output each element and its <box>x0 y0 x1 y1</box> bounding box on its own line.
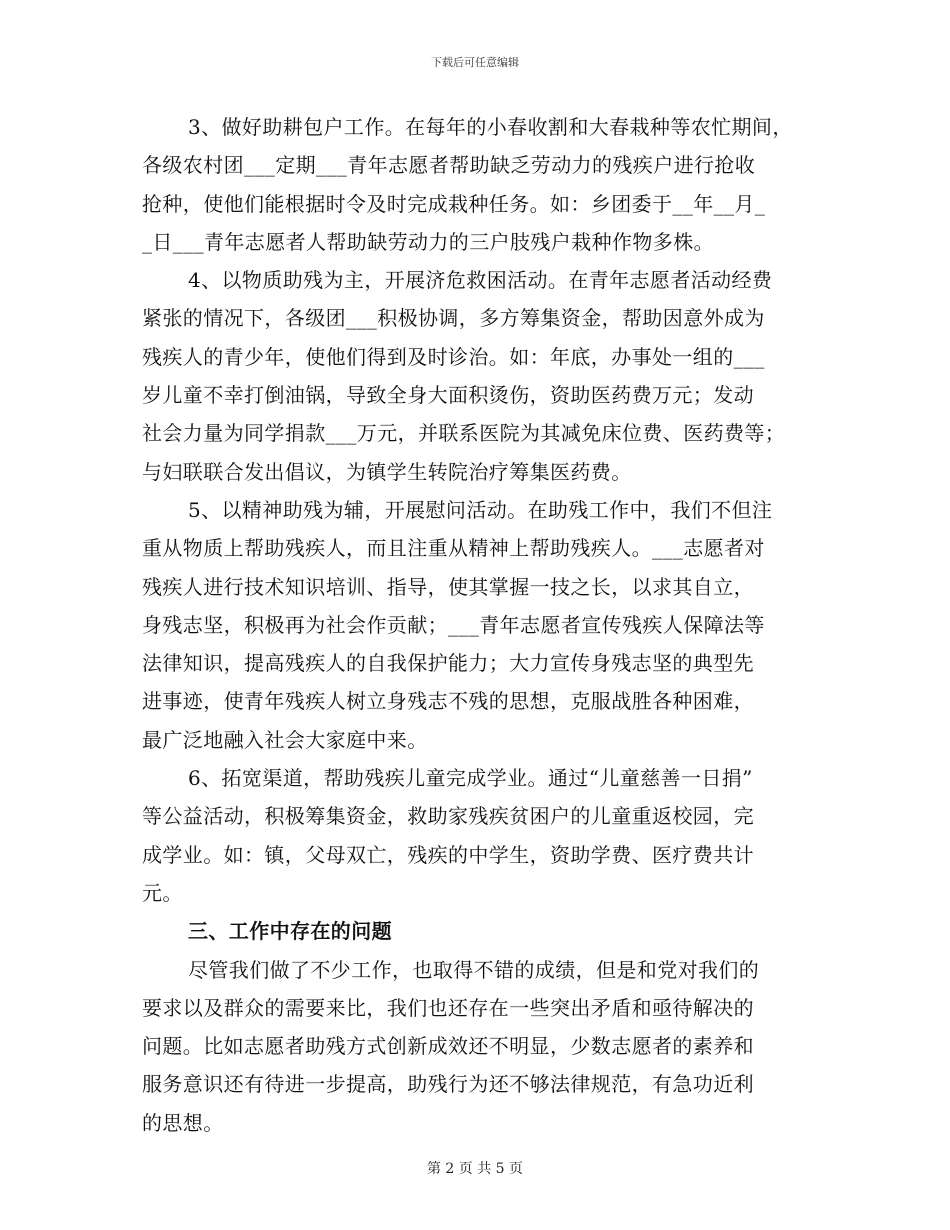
paragraph-line: 岁儿童不幸打倒油锅，导致全身大面积烫伤，资助医药费万元；发动 <box>142 383 754 408</box>
paragraph-line: _日___青年志愿者人帮助缺劳动力的三户肢残户栽种作物多株。 <box>142 229 714 254</box>
paragraph-line: 与妇联联合发出倡议，为镇学生转院治疗筹集医药费。 <box>142 459 632 484</box>
paragraph-line: 紧张的情况下，各级团___积极协调，多方筹集资金，帮助因意外成为 <box>142 306 765 331</box>
paragraph-line: 3、做好助耕包户工作。在每年的小春收割和大春栽种等农忙期间， <box>188 115 793 139</box>
paragraph-line: 各级农村团___定期___青年志愿者帮助缺乏劳动力的残疾户进行抢收 <box>142 153 756 178</box>
paragraph-line: 的思想。 <box>142 1110 224 1135</box>
paragraph-line: 残疾人进行技术知识培训、指导，使其掌握一技之长，以求其自立， <box>142 574 754 599</box>
paragraph-line: 成学业。如：镇，父母双亡，残疾的中学生，资助学费、医疗费共计 <box>142 842 754 867</box>
paragraph-line: 4、以物质助残为主，开展济危救困活动。在青年志愿者活动经费 <box>188 268 773 293</box>
paragraph-line: 问题。比如志愿者助残方式创新成效还不明显，少数志愿者的素养和 <box>142 1034 754 1059</box>
paragraph-line: 身残志坚，积极再为社会作贡献；___青年志愿者宣传残疾人保障法等 <box>142 612 765 637</box>
paragraph-line: 6、拓宽渠道，帮助残疾儿童完成学业。通过“儿童慈善一日捐” <box>188 766 753 791</box>
paragraph-line: 元。 <box>142 880 183 905</box>
paragraph-line: 法律知识，提高残疾人的自我保护能力；大力宣传身残志坚的典型先 <box>142 651 754 676</box>
paragraph-line: 服务意识还有待进一步提高，助残行为还不够法律规范，有急功近利 <box>142 1072 754 1097</box>
paragraph-line: 要求以及群众的需要来比，我们也还存在一些突出矛盾和亟待解决的 <box>142 995 754 1020</box>
paragraph-line: 抢种，使他们能根据时令及时完成栽种任务。如：乡团委于__年__月_ <box>142 191 766 216</box>
document-body <box>142 108 814 1142</box>
paragraph-line: 进事迹，使青年残疾人树立身残志不残的思想，克服战胜各种困难， <box>142 689 754 714</box>
paragraph-line: 最广泛地融入社会大家庭中来。 <box>142 727 428 752</box>
paragraph-line: 5、以精神助残为辅，开展慰问活动。在助残工作中，我们不但注 <box>188 497 773 522</box>
page-footer-number: 第 2 页 共 5 页 <box>426 1161 524 1177</box>
paragraph-line: 尽管我们做了不少工作，也取得不错的成绩，但是和党对我们的 <box>188 957 760 982</box>
paragraph-line: 重从物质上帮助残疾人，而且注重从精神上帮助残疾人。___志愿者对 <box>142 536 765 561</box>
paragraph-line: 等公益活动，积极筹集资金，救助家残疾贫困户的儿童重返校园，完 <box>142 804 754 829</box>
paragraph-line: 残疾人的青少年，使他们得到及时诊治。如：年底，办事处一组的___ <box>142 344 765 369</box>
paragraph-line: 社会力量为同学捐款___万元，并联系医院为其减免床位费、医药费等； <box>142 421 786 446</box>
section-heading: 三、工作中存在的问题 <box>188 919 392 944</box>
page-header-note: 下载后可任意编辑 <box>431 56 519 69</box>
